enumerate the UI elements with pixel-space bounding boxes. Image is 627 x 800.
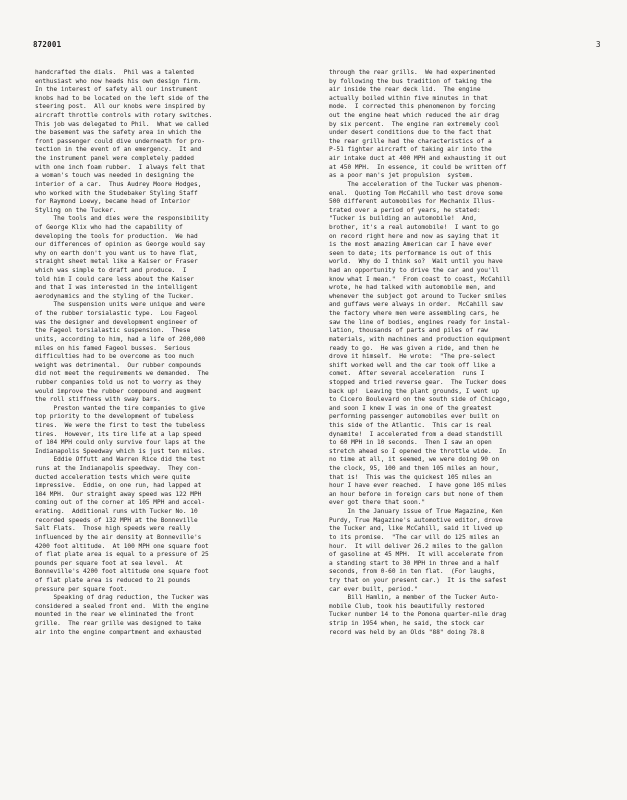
text-line: Speaking of drag reduction, the Tucker was: [35, 594, 209, 602]
text-line: as a poor man's jet propulsion system.: [329, 172, 474, 180]
text-line: Purdy, True Magazine's automotive editor, drove: [329, 516, 503, 524]
text-line: is the most amazing American car I have ever: [329, 241, 492, 249]
text-line: Eddie Offutt and Warren Rice did the test: [35, 456, 206, 464]
text-line: try that on your present car.) It is the safest: [329, 576, 507, 584]
text-line: to its promise. "The car will do 125 miles an: [329, 533, 500, 541]
text-line: by six percent. The engine ran extremely cool: [329, 120, 500, 128]
text-line: know what I mean." From coast to coast, McCahill: [329, 275, 511, 283]
text-line: under desert conditions due to the fact that: [329, 129, 492, 137]
text-line: 500 different automobiles for Mechanix Illus-: [329, 198, 496, 206]
text-line: erating. Additional runs with Tucker No. 10: [35, 508, 198, 516]
text-line: In the January issue of True Magazine, Ken: [329, 508, 503, 516]
text-line: the clock, 95, 100 and then 105 miles an hour,: [329, 465, 500, 473]
text-line: who worked with the Studebaker Styling Staff: [35, 189, 198, 197]
text-line: handcrafted the dials. Phil was a talented: [35, 69, 194, 76]
text-line: enthusiast who now heads his own design firm.: [35, 77, 202, 85]
text-line: a standing start to 30 MPH in three and a half: [329, 559, 500, 567]
text-line: Preston wanted the tire companies to give: [35, 404, 206, 412]
text-line: actually boiled within five minutes in that: [329, 94, 488, 102]
text-line: of flat plate area is reduced to 21 pounds: [35, 576, 191, 584]
text-line: out the engine heat which reduced the air drag: [329, 112, 500, 120]
text-line: The acceleration of the Tucker was phenom-: [329, 180, 503, 188]
text-line: tires. However, its tire life at a lap speed: [35, 430, 202, 438]
text-line: mode. I corrected this phenomenon by forcing: [329, 103, 496, 111]
text-line: would improve the rubber compound and augment: [35, 387, 202, 395]
text-line: runs at the Indianapolis speedway. They con-: [35, 465, 202, 473]
document-id: 872001: [33, 40, 62, 49]
text-line: straight sheet metal like a Kaiser or Fraser: [35, 258, 198, 266]
text-line: did not meet the requirements we demanded. The: [35, 370, 209, 378]
text-line: ever got there that soon.": [329, 499, 426, 507]
text-line: impressive. Eddie, on one run, had lapped at: [35, 482, 202, 490]
text-line: to 60 MPH in 10 seconds. Then I saw an open: [329, 439, 492, 447]
text-line: difficulties had to be overcome as too much: [35, 353, 194, 361]
text-line: air into the engine compartment and exhausted: [35, 628, 202, 636]
text-line: the instrument panel were completely padded: [35, 155, 194, 163]
text-line: "Tucker is building an automobile! And,: [329, 215, 477, 223]
text-line: ducted acceleration tests which were quite: [35, 473, 191, 481]
text-line: Bill Hamlin, a member of the Tucker Auto-: [329, 594, 500, 602]
text-line: top priority to the development of tubeless: [35, 413, 194, 421]
text-line: knobs had to be located on the left side of the: [35, 94, 209, 102]
text-line: the Fageol torsialastic suspension. These: [35, 327, 191, 335]
text-line: of 104 MPH could only survive four laps at the: [35, 439, 206, 447]
left-text-column: [35, 69, 311, 781]
text-line: with one inch foam rubber. I always felt that: [35, 163, 206, 171]
text-line: of flat plate area is equal to a pressure of 25: [35, 551, 209, 559]
text-line: an hour before in foreign cars but none of them: [329, 490, 503, 498]
text-line: had an opportunity to drive the car and you'll: [329, 267, 500, 275]
text-line: the factory where men were assembling cars, he: [329, 310, 500, 318]
text-line: of the rubber torsialastic type. Lou Fageol: [35, 310, 198, 318]
text-line: by following the bus tradition of taking the: [329, 77, 492, 85]
text-line: hour I have ever reached. I have gone 105 miles: [329, 482, 507, 490]
text-line: back up! Leaving the plant grounds, I went up: [329, 387, 500, 395]
text-line: which was simple to draft and produce. I: [35, 267, 187, 275]
right-text-column: [329, 69, 605, 774]
text-line: and soon I knew I was in one of the greatest: [329, 404, 492, 412]
text-line: mounted in the rear we eliminated the front: [35, 611, 194, 619]
text-line: interior of a car. Thus Audrey Moore Hodges,: [35, 180, 202, 188]
text-line: mobile Club, took his beautifully restored: [329, 602, 485, 610]
text-line: whenever the subject got around to Tucker smiles: [329, 292, 507, 300]
text-line: world. Why do I think so? Wait until you have: [329, 258, 503, 266]
text-line: our differences of opinion as George would say: [35, 241, 206, 249]
text-line: steering post. All our knobs were inspired by: [35, 103, 206, 111]
text-line: through the rear grills. We had experimented: [329, 69, 496, 76]
text-line: that is! This was the quickest 105 miles an: [329, 473, 492, 481]
text-line: of gasoline at 45 MPH. It will accelerate from: [329, 551, 503, 559]
text-line: car ever built, period.": [329, 585, 418, 593]
text-line: recorded speeds of 132 MPH at the Bonneville: [35, 516, 198, 524]
text-line: record was held by an Olds "88" doing 78.8: [329, 628, 485, 636]
text-line: and that I was interested in the intelligent: [35, 284, 198, 292]
text-line: was the designer and development engineer of: [35, 318, 198, 326]
text-line: the Tucker and, like McCahill, said it lived up: [329, 525, 503, 533]
text-line: lation, thousands of parts and piles of raw: [329, 327, 488, 335]
text-line: enal. Quoting Tom McCahill who test drove some: [329, 189, 503, 197]
text-line: trated over a period of years, he stated:: [329, 206, 481, 214]
text-line: stretch ahead so I opened the throttle wide. In: [329, 447, 507, 455]
text-line: saw the line of bodies, engines ready for instal-: [329, 318, 511, 326]
text-line: rubber companies told us not to worry as they: [35, 378, 202, 386]
text-line: 104 MPH. Our straight away speed was 122 MPH: [35, 490, 202, 498]
text-line: developing the tools for production. We had: [35, 232, 198, 240]
page-number: 3: [596, 40, 601, 49]
text-line: The suspension units were unique and were: [35, 301, 206, 309]
text-line: told him I could care less about the Kaiser: [35, 275, 194, 283]
text-line: considered a sealed front end. With the engine: [35, 602, 209, 610]
text-line: aerodynamics and the styling of the Tucker.: [35, 292, 194, 300]
text-line: Tucker number 14 to the Pomona quarter-mile drag: [329, 611, 507, 619]
text-line: the basement was the safety area in which the: [35, 129, 202, 137]
text-line: the roll stiffness with sway bars.: [35, 396, 161, 404]
text-line: materials, with machines and production equipment: [329, 335, 511, 343]
text-line: pounds per square foot at sea level. At: [35, 559, 183, 567]
text-line: Salt Flats. Those high speeds were really: [35, 525, 191, 533]
text-line: drove it himself. He wrote: "The pre-select: [329, 353, 496, 361]
text-line: Bonneville's 4200 foot altitude one square foot: [35, 568, 209, 576]
text-line: In the interest of safety all our instrument: [35, 86, 198, 94]
text-line: aircraft throttle controls with rotary switches.: [35, 112, 213, 120]
text-line: strip in 1954 when, he said, the stock car: [329, 620, 485, 627]
text-line: brother, it's a real automobile! I want to go: [329, 223, 500, 231]
text-line: performing passenger automobiles ever built on: [329, 413, 500, 421]
text-line: ready to go. He was given a ride, and then he: [329, 344, 500, 352]
text-line: tection in the event of an emergency. It and: [35, 146, 202, 154]
text-line: air inside the rear deck lid. The engine: [329, 86, 481, 94]
text-line: on record right here and now as saying that it: [329, 232, 500, 240]
text-line: to Cicero Boulevard on the south side of Chicago,: [329, 396, 511, 404]
text-line: wrote, he had talked with automobile men, and: [329, 284, 496, 292]
text-line: influenced by the air density at Bonneville's: [35, 533, 202, 541]
text-line: the rear grille had the characteristics of a: [329, 137, 492, 145]
text-line: Styling on the Tucker.: [35, 206, 117, 214]
text-line: dynamite! I accelerated from a dead standstill: [329, 430, 503, 438]
text-line: seen to date; its performance is out of this: [329, 249, 492, 257]
text-line: why on earth don't you want us to have flat,: [35, 249, 198, 257]
text-line: stopped and tried reverse gear. The Tucker does: [329, 378, 507, 386]
text-line: at 450 MPH. In essence, it could be written off: [329, 163, 507, 171]
text-line: this side of the Atlantic. This car is real: [329, 421, 492, 429]
text-line: Indianapolis Speedway which is just ten miles.: [35, 447, 206, 455]
text-line: P-51 fighter aircraft of taking air into the: [329, 146, 492, 154]
text-line: coming out of the corner at 105 MPH and accel-: [35, 499, 206, 507]
text-line: hour. It will deliver 26.2 miles to the gallon: [329, 542, 503, 550]
text-line: units, according to him, had a life of 200,000: [35, 335, 206, 343]
text-line: 4200 foot altitude. At 100 MPH one square foot: [35, 542, 209, 550]
text-line: comet. After several acceleration runs I: [329, 370, 485, 378]
text-line: pressure per square foot.: [35, 585, 128, 593]
text-line: air intake duct at 400 MPH and exhausting it out: [329, 155, 507, 163]
text-line: shift worked well and the car took off like a: [329, 361, 496, 369]
text-line: tires. We were the first to test the tubeless: [35, 421, 206, 429]
text-line: a woman's touch was needed in designing the: [35, 172, 194, 180]
text-line: no time at all, it seemed, we were doing 90 on: [329, 456, 500, 464]
text-line: weight was detrimental. Our rubber compounds: [35, 361, 202, 369]
text-line: of George Klix who had the capability of: [35, 223, 183, 231]
text-line: grille. The rear grille was designed to take: [35, 620, 202, 627]
text-line: The tools and dies were the responsibility: [35, 215, 209, 223]
text-line: This job was delegated to Phil. What we called: [35, 120, 209, 128]
text-line: miles on his famed Fageol busses. Serious: [35, 344, 191, 352]
text-line: for Raymond Loewy, became head of Interior: [35, 198, 191, 206]
text-line: and guffaws were always in order. McCahill saw: [329, 301, 503, 309]
text-line: seconds, from 0-60 in ten flat. (For laughs,: [329, 568, 496, 576]
text-line: front passenger could dive underneath for pro-: [35, 137, 206, 145]
